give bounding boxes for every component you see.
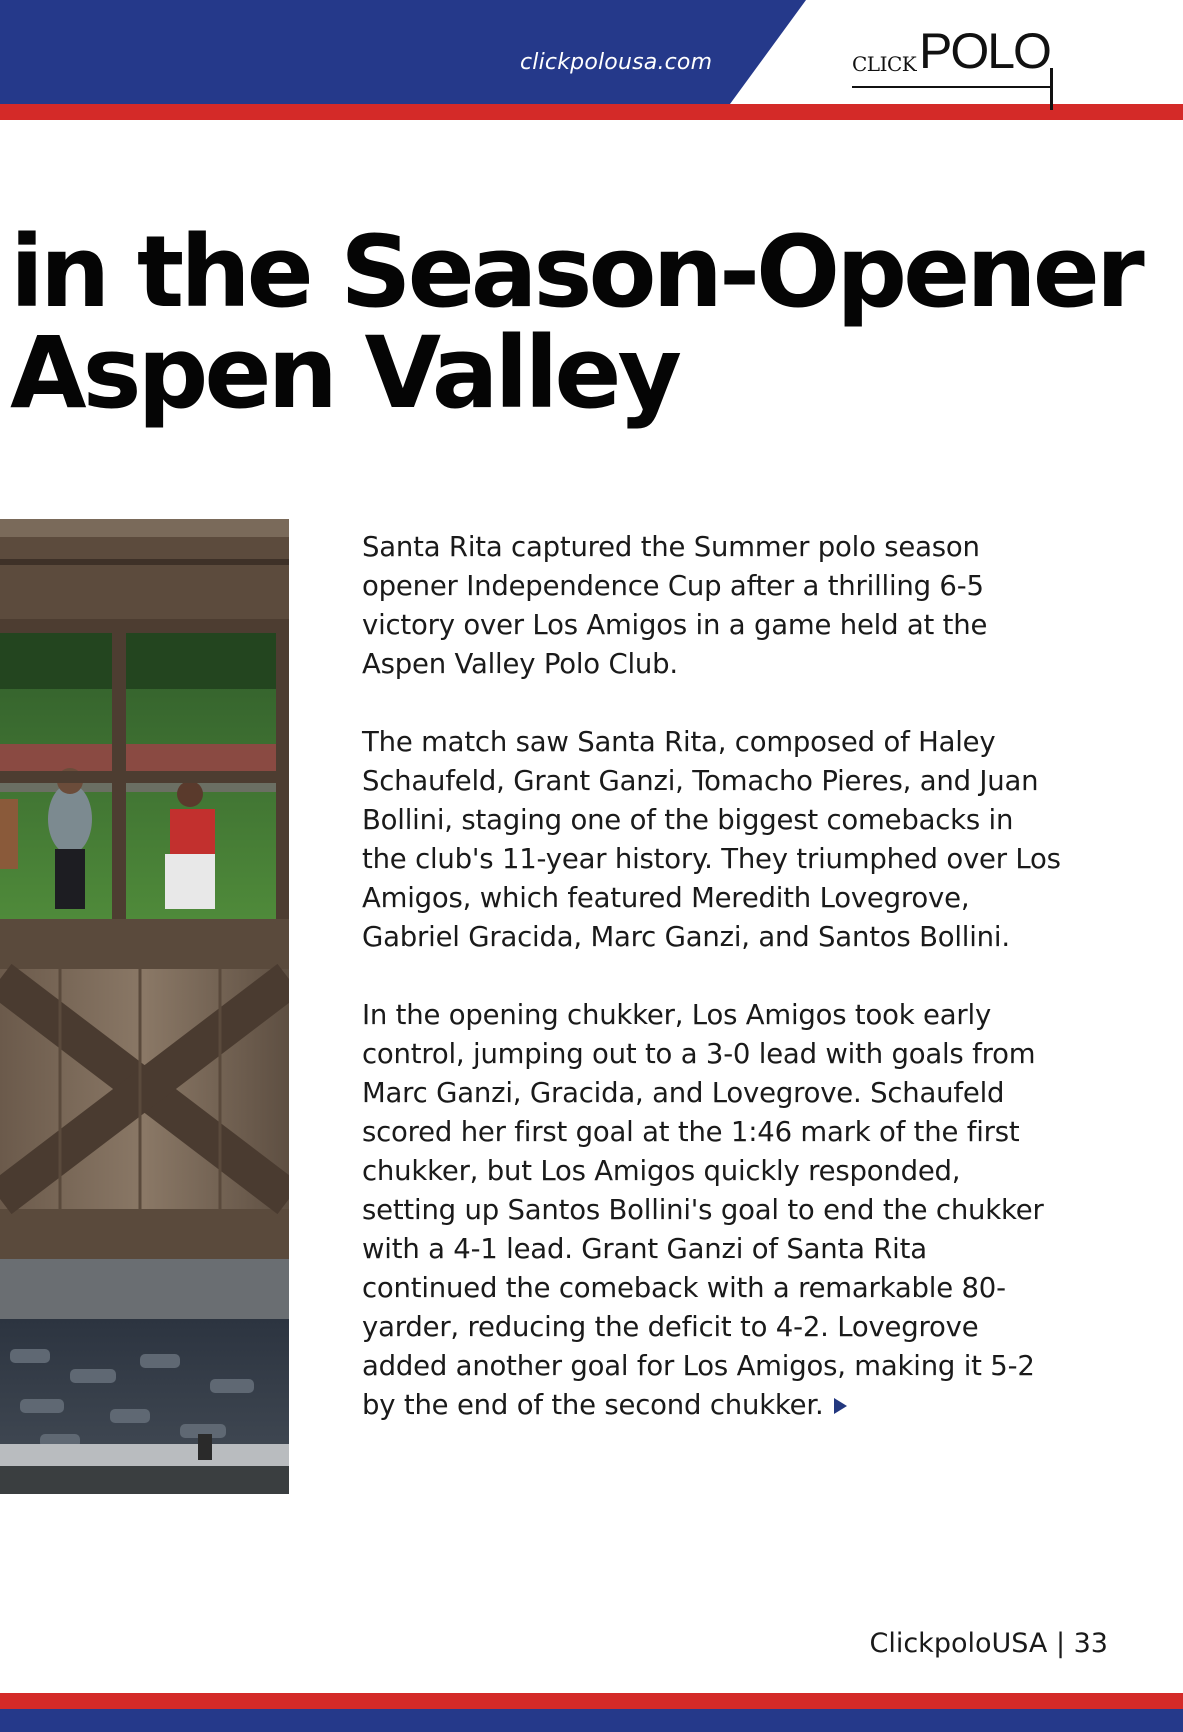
site-url[interactable]: clickpolousa.com — [520, 50, 713, 75]
headline-line-1: in the Season-Opener — [10, 215, 1141, 330]
headline-line-2: Aspen Valley — [10, 316, 679, 431]
barn-door-photo — [0, 519, 289, 1494]
article-body — [362, 528, 1062, 1425]
logo-click-text: CLICK — [852, 52, 917, 76]
footer-blue-stripe — [0, 1709, 1183, 1732]
logo-polo-text: POLO — [919, 23, 1050, 79]
article-photo — [0, 519, 289, 1494]
play-triangle-icon[interactable] — [834, 1398, 847, 1414]
article-paragraph-3-text: In the opening chukker, Los Amigos took early control, jumping out to a 3-0 lead with goals from Marc Ganzi, Gracida, and Lovegrove. Schaufeld scored her first goal at the 1:46 mark of the first chukker, but Los Amigos quickly responded, setting up Santos Bollini's goal to end the chukker with a 4-1 lead. Grant Ganzi of Santa Rita continued the comeback with a remarkable 80-yarder, reducing the deficit to 4-2. Lovegrove added another goal for Los Amigos, making it 5-2 by the end of the second chukker. — [362, 999, 1044, 1421]
logo-tick — [1050, 68, 1053, 110]
clickpolo-logo[interactable] — [852, 22, 1062, 92]
article-paragraph-2: The match saw Santa Rita, composed of Haley Schaufeld, Grant Ganzi, Tomacho Pieres, and Juan Bollini, staging one of the biggest comebacks in the club's 11-year history. They triumphed over Los Amigos, which featured Meredith Lovegrove, Gabriel Gracida, Marc Ganzi, and Santos Bollini. — [362, 726, 1061, 953]
page-header — [0, 0, 1183, 120]
page-number-footer: ClickpoloUSA | 33 — [869, 1628, 1108, 1659]
article-paragraph-1: Santa Rita captured the Summer polo season opener Independence Cup after a thrilling 6-5 victory over Los Amigos in a game held at the Aspen Valley Polo Club. — [362, 531, 988, 680]
article-headline — [10, 215, 1170, 431]
article-paragraph-3 — [362, 996, 1062, 1425]
header-red-stripe — [0, 104, 1183, 120]
footer-red-stripe — [0, 1693, 1183, 1709]
logo-underline — [852, 86, 1052, 88]
